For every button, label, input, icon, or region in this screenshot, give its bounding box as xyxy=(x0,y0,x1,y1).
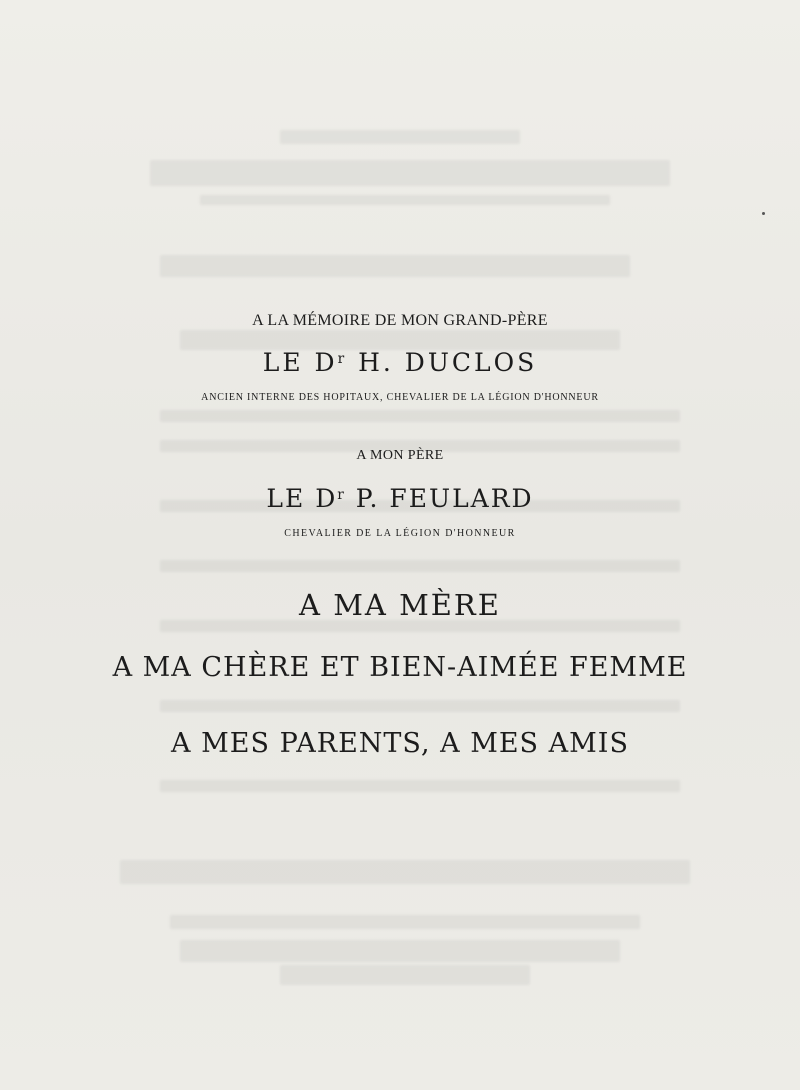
dedication-grandfather-title: ANCIEN INTERNE DES HOPITAUX, CHEVALIER DE LA LÉGION D'HONNEUR xyxy=(201,392,599,403)
name-rest: P. FEULARD xyxy=(345,484,534,513)
bleed-through-ghost xyxy=(180,940,620,962)
dedication-grandfather-intro: A LA MÉMOIRE DE MON GRAND-PÈRE xyxy=(252,312,548,329)
dedication-father-title: CHEVALIER DE LA LÉGION D'HONNEUR xyxy=(284,528,516,539)
bleed-through-ghost xyxy=(120,860,690,884)
bleed-through-ghost xyxy=(160,780,680,792)
bleed-through-ghost xyxy=(160,410,680,422)
bleed-through-ghost xyxy=(280,965,530,985)
bleed-through-ghost xyxy=(160,700,680,712)
dedication-parents-friends: A MES PARENTS, A MES AMIS xyxy=(171,728,629,759)
bleed-through-ghost xyxy=(280,130,520,144)
dedication-father-name xyxy=(0,484,800,513)
print-speck xyxy=(762,212,765,215)
name-superscript: r xyxy=(337,350,348,367)
dedication-father-intro: A MON PÈRE xyxy=(356,448,444,463)
name-prefix: LE D xyxy=(262,348,338,377)
name-prefix: LE D xyxy=(266,484,338,513)
bleed-through-ghost xyxy=(180,330,620,350)
bleed-through-ghost xyxy=(150,160,670,186)
bleed-through-ghost xyxy=(160,560,680,572)
dedication-wife: A MA CHÈRE ET BIEN-AIMÉE FEMME xyxy=(112,652,688,683)
dedication-mother: A MA MÈRE xyxy=(299,588,501,622)
bleed-through-ghost xyxy=(160,255,630,277)
name-rest: H. DUCLOS xyxy=(347,348,538,377)
bleed-through-ghost xyxy=(170,915,640,929)
name-superscript: r xyxy=(337,486,346,503)
bleed-through-ghost xyxy=(200,195,610,205)
dedication-grandfather-name xyxy=(0,348,800,377)
